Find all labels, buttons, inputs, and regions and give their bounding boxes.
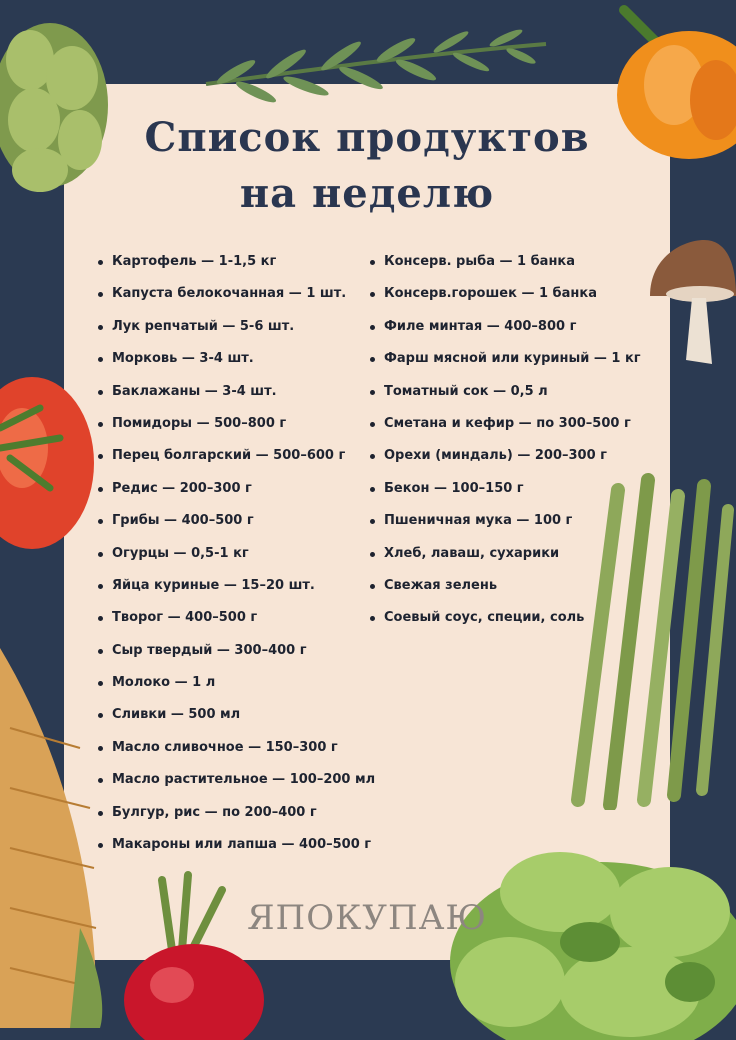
list-item: Филе минтая — 400–800 г: [370, 317, 641, 349]
list-item: Помидоры — 500–800 г: [98, 414, 375, 446]
list-item: Фарш мясной или куриный — 1 кг: [370, 349, 641, 381]
list-item: Консерв. рыба — 1 банка: [370, 252, 641, 284]
brand-logo: ЯПОКУПАЮ: [247, 898, 487, 938]
list-item: Грибы — 400–500 г: [98, 511, 375, 543]
page-title: [64, 110, 670, 222]
list-item: Яйца куриные — 15–20 шт.: [98, 576, 375, 608]
corn-icon: [0, 628, 106, 1028]
list-item: Сливки — 500 мл: [98, 705, 375, 737]
title-line-2: на неделю: [239, 170, 495, 217]
list-item: Сыр твердый — 300–400 г: [98, 641, 375, 673]
list-item: Сметана и кефир — по 300–500 г: [370, 414, 641, 446]
list-item: Свежая зелень: [370, 576, 641, 608]
mushroom-icon: [644, 236, 736, 368]
list-item: Картофель — 1-1,5 кг: [98, 252, 375, 284]
rosemary-icon: [196, 14, 556, 114]
list-item: Соевый соус, специи, соль: [370, 608, 641, 640]
list-item: Молоко — 1 л: [98, 673, 375, 705]
list-item: Редис — 200–300 г: [98, 479, 375, 511]
product-list-left: [98, 252, 375, 867]
tomato-icon: [0, 368, 96, 558]
list-item: Лук репчатый — 5-6 шт.: [98, 317, 375, 349]
list-item: Бекон — 100–150 г: [370, 479, 641, 511]
list-item: Пшеничная мука — 100 г: [370, 511, 641, 543]
list-item: Хлеб, лаваш, сухарики: [370, 544, 641, 576]
list-item: Творог — 400–500 г: [98, 608, 375, 640]
list-item: Баклажаны — 3-4 шт.: [98, 382, 375, 414]
list-item: Томатный сок — 0,5 л: [370, 382, 641, 414]
list-item: Морковь — 3-4 шт.: [98, 349, 375, 381]
list-item: Булгур, рис — по 200–400 г: [98, 803, 375, 835]
list-item: Капуста белокочанная — 1 шт.: [98, 284, 375, 316]
list-item: Консерв.горошек — 1 банка: [370, 284, 641, 316]
list-item: Перец болгарский — 500–600 г: [98, 446, 375, 478]
list-item: Макароны или лапша — 400–500 г: [98, 835, 375, 867]
radish-icon: [112, 870, 270, 1040]
title-line-1: Список продуктов: [144, 114, 590, 161]
list-item: Орехи (миндаль) — 200–300 г: [370, 446, 641, 478]
list-item: Масло сливочное — 150–300 г: [98, 738, 375, 770]
list-item: Масло растительное — 100–200 мл: [98, 770, 375, 802]
product-list-right: [370, 252, 641, 641]
list-item: Огурцы — 0,5-1 кг: [98, 544, 375, 576]
